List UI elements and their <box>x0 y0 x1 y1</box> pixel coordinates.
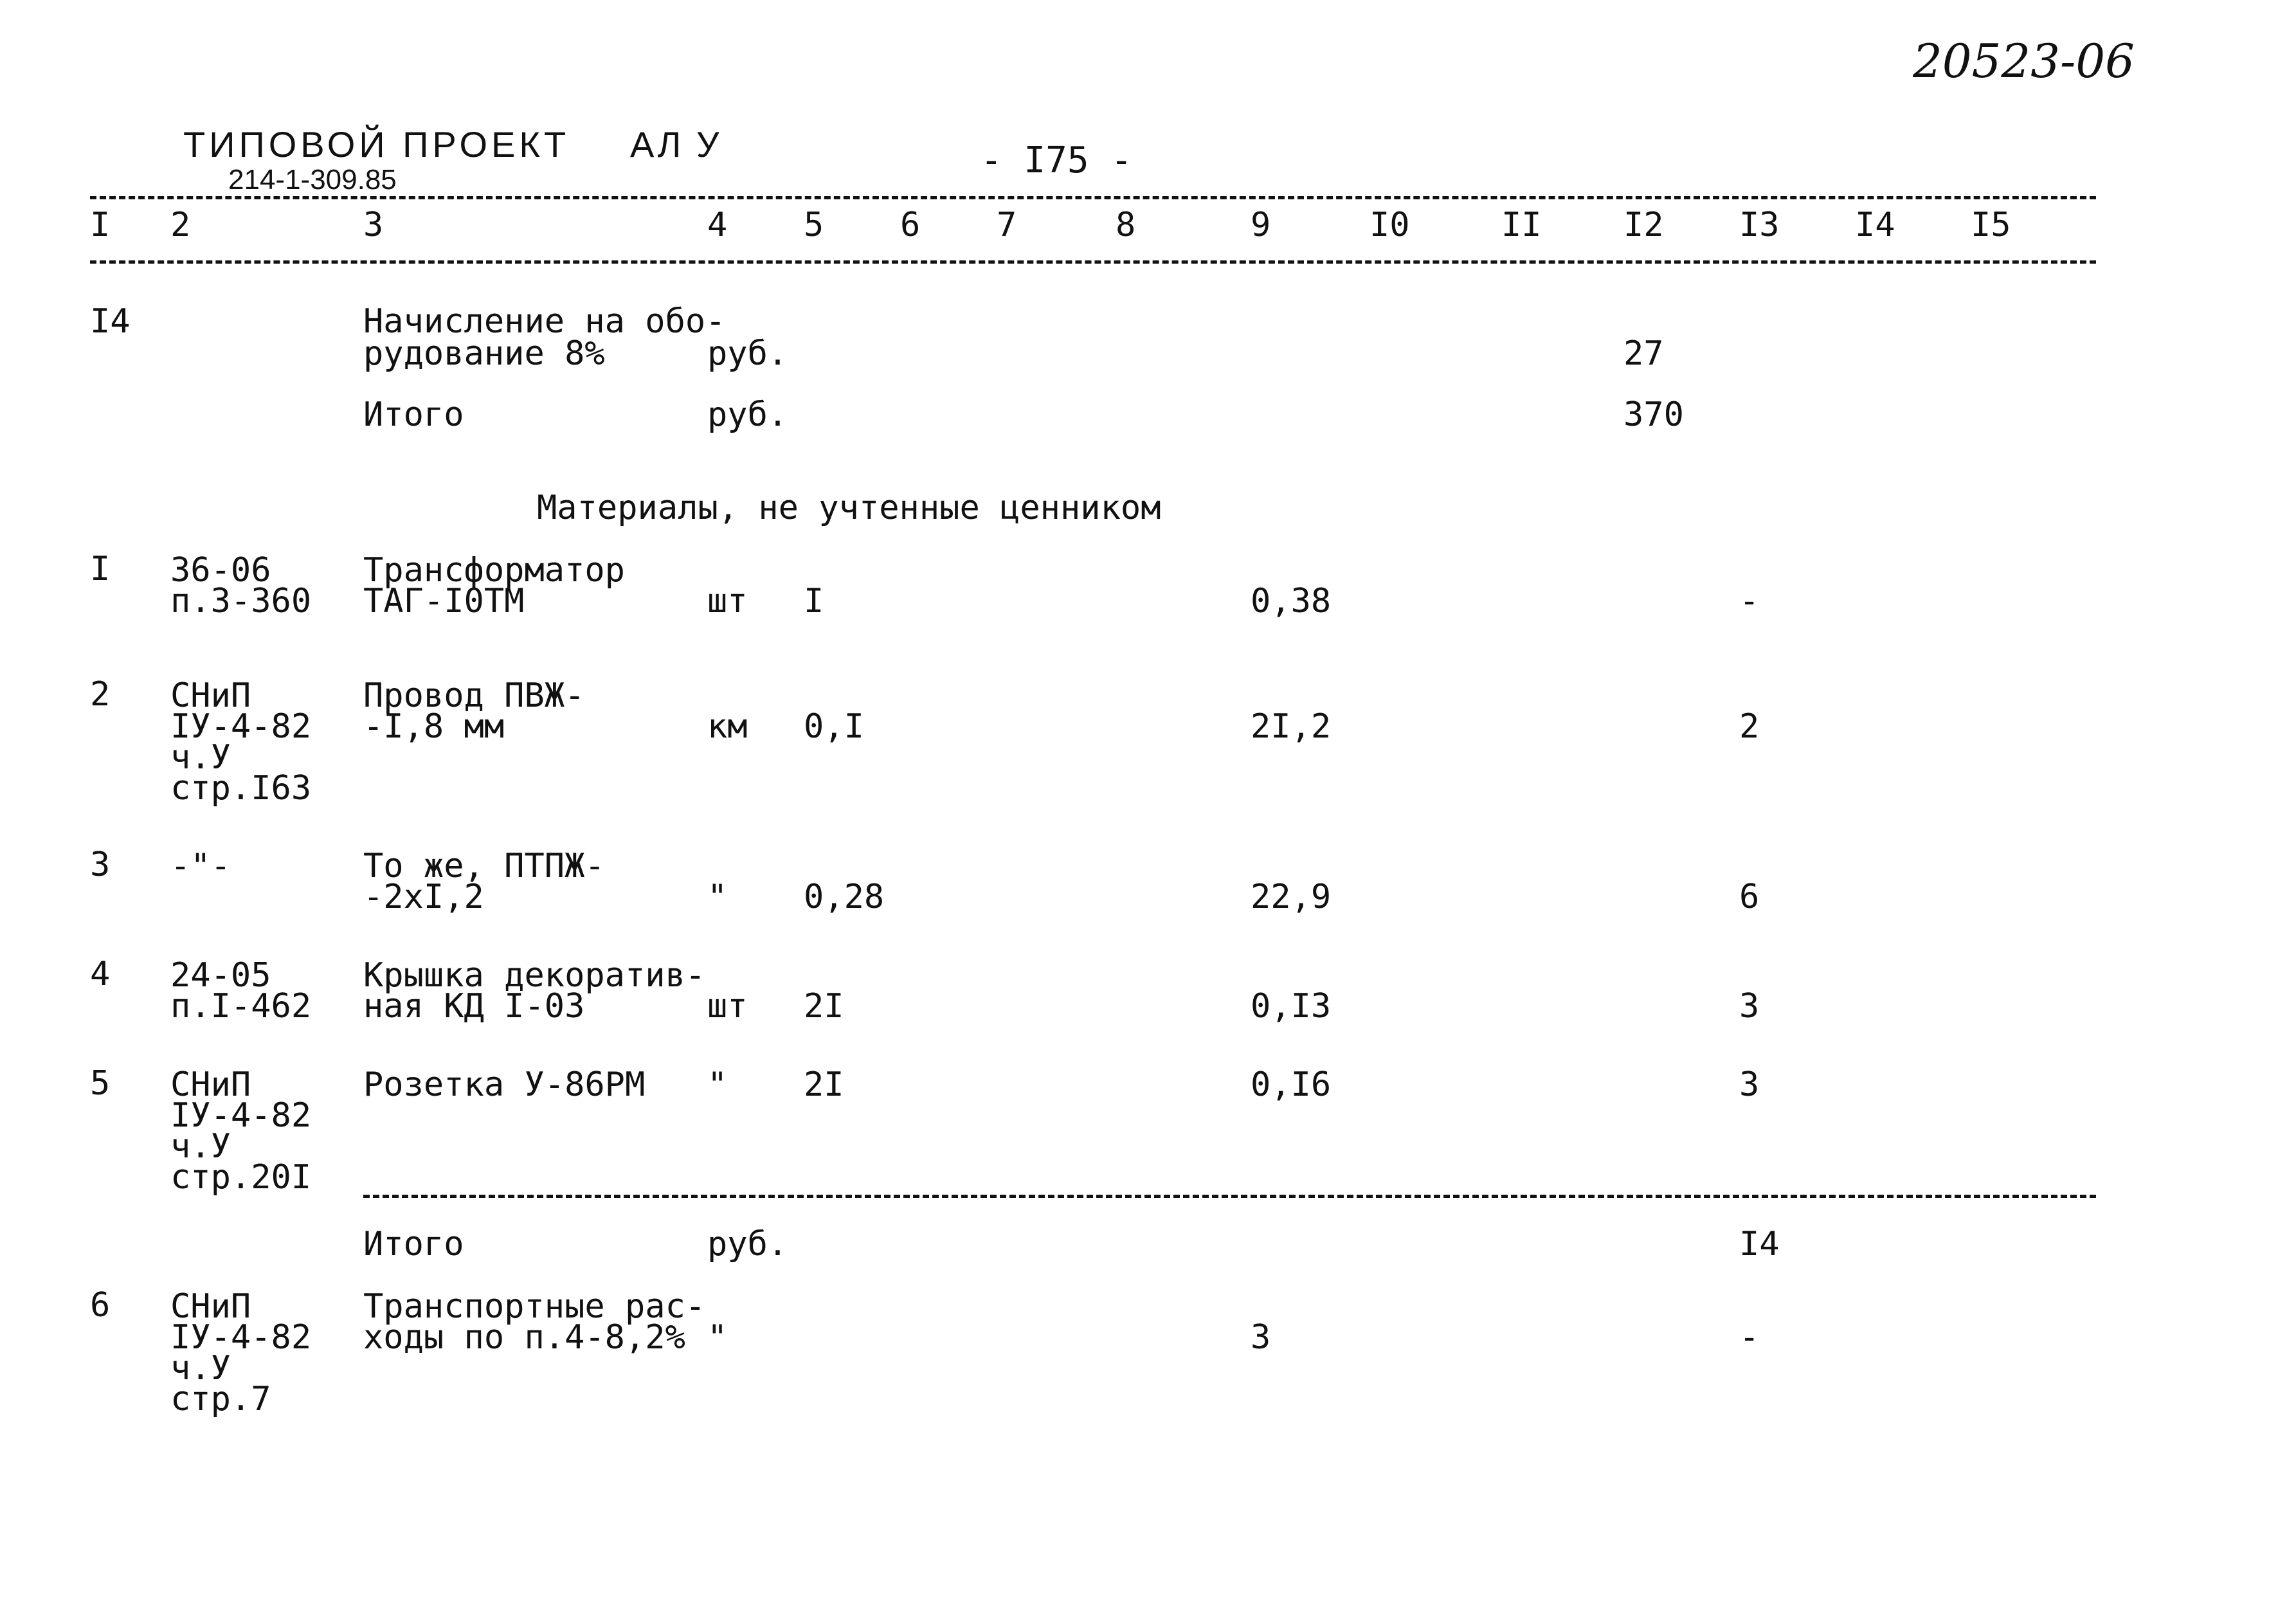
item-col13: 6 <box>1739 878 1760 916</box>
item-quantity: 0,28 <box>804 878 885 916</box>
row-number: 4 <box>90 955 111 993</box>
item-unit: шт <box>707 582 748 620</box>
row-reference: стр.7 <box>170 1380 271 1418</box>
item-price: 0,38 <box>1251 582 1332 620</box>
column-number: I4 <box>1855 206 1895 244</box>
row-reference: стр.20I <box>170 1158 312 1197</box>
item-col13: - <box>1739 1318 1760 1357</box>
item-name: -I,8 мм <box>363 707 505 746</box>
row-number: I4 <box>90 302 131 341</box>
item-unit: руб. <box>707 334 788 373</box>
row-number: I <box>90 550 111 588</box>
row-reference: IУ-4-82 <box>170 707 312 746</box>
item-name: Розетка У-86РМ <box>363 1065 646 1104</box>
section-heading: Материалы, не учтенные ценником <box>537 489 1161 527</box>
item-unit: " <box>707 1065 728 1104</box>
column-number: 7 <box>997 206 1017 244</box>
row-reference: IУ-4-82 <box>170 1096 312 1135</box>
column-number: I <box>90 206 111 244</box>
item-value: 27 <box>1623 334 1664 373</box>
column-number: II <box>1501 206 1542 244</box>
item-quantity: 2I <box>804 1065 844 1104</box>
album-label: АЛ У <box>630 124 722 165</box>
page-number: - I75 - <box>981 140 1133 181</box>
item-price: 3 <box>1251 1318 1271 1357</box>
item-col13: - <box>1739 582 1760 620</box>
item-name: Транспортные рас- <box>363 1287 706 1326</box>
row-reference: СНиП <box>170 1287 251 1326</box>
total-unit: руб. <box>707 395 788 434</box>
item-quantity: 2I <box>804 987 844 1026</box>
row-reference: п.3-360 <box>170 582 312 620</box>
column-number: 9 <box>1251 206 1271 244</box>
item-name: -2хI,2 <box>363 878 484 916</box>
row-reference: 24-05 <box>170 956 271 995</box>
row-reference: ч.У <box>170 1127 231 1166</box>
row-reference: стр.I63 <box>170 769 312 808</box>
project-title: ТИПОВОЙ ПРОЕКТ <box>183 124 570 165</box>
item-name: ТАГ-I0ТМ <box>363 582 525 620</box>
column-number: 2 <box>170 206 191 244</box>
column-number: I0 <box>1369 206 1410 244</box>
row-reference: СНиП <box>170 1065 251 1104</box>
row-number: 2 <box>90 675 111 714</box>
column-number: I5 <box>1971 206 2011 244</box>
column-number: 5 <box>804 206 824 244</box>
row-reference: п.I-462 <box>170 987 312 1026</box>
item-price: 0,I6 <box>1251 1065 1332 1104</box>
item-unit: шт <box>707 987 748 1026</box>
item-unit: " <box>707 1318 728 1357</box>
item-col13: 3 <box>1739 1065 1760 1104</box>
item-unit: км <box>707 707 748 746</box>
column-number: I3 <box>1739 206 1780 244</box>
column-number: 6 <box>900 206 921 244</box>
item-price: 2I,2 <box>1251 707 1332 746</box>
column-number: 8 <box>1116 206 1136 244</box>
header-bottom-rule <box>90 260 2096 264</box>
column-number: 3 <box>363 206 384 244</box>
item-price: 22,9 <box>1251 878 1332 916</box>
item-name: То же, ПТПЖ- <box>363 847 605 885</box>
subtotal-unit: руб. <box>707 1225 788 1263</box>
item-name: рудование 8% <box>363 334 605 373</box>
subtotal-label: Итого <box>363 1225 464 1263</box>
column-number: 4 <box>707 206 728 244</box>
subtotal-value: I4 <box>1739 1225 1780 1263</box>
row-reference: -"- <box>170 847 231 885</box>
item-col13: 2 <box>1739 707 1760 746</box>
subtotal-rule <box>363 1195 2096 1198</box>
item-name: ная КД I-03 <box>363 987 585 1026</box>
item-name: ходы по п.4-8,2% <box>363 1318 685 1357</box>
total-value: 370 <box>1623 395 1684 434</box>
row-number: 3 <box>90 846 111 884</box>
column-number: I2 <box>1623 206 1664 244</box>
item-quantity: I <box>804 582 824 620</box>
item-col13: 3 <box>1739 987 1760 1026</box>
row-reference: ч.У <box>170 738 231 777</box>
item-price: 0,I3 <box>1251 987 1332 1026</box>
item-quantity: 0,I <box>804 707 864 746</box>
item-name: Провод ПВЖ- <box>363 676 585 715</box>
item-name: Трансформатор <box>363 551 625 590</box>
item-name: Крышка декоратив- <box>363 956 706 995</box>
item-unit: " <box>707 878 728 916</box>
document-number: 20523-06 <box>1913 34 2135 88</box>
row-number: 5 <box>90 1064 111 1103</box>
item-name: Начисление на обо- <box>363 302 726 341</box>
row-number: 6 <box>90 1286 111 1325</box>
project-code: 214-1-309.85 <box>228 164 397 195</box>
header-top-rule <box>90 196 2096 199</box>
row-reference: 36-06 <box>170 551 271 590</box>
row-reference: СНиП <box>170 676 251 715</box>
total-label: Итого <box>363 395 464 434</box>
row-reference: IУ-4-82 <box>170 1318 312 1357</box>
row-reference: ч.У <box>170 1349 231 1388</box>
